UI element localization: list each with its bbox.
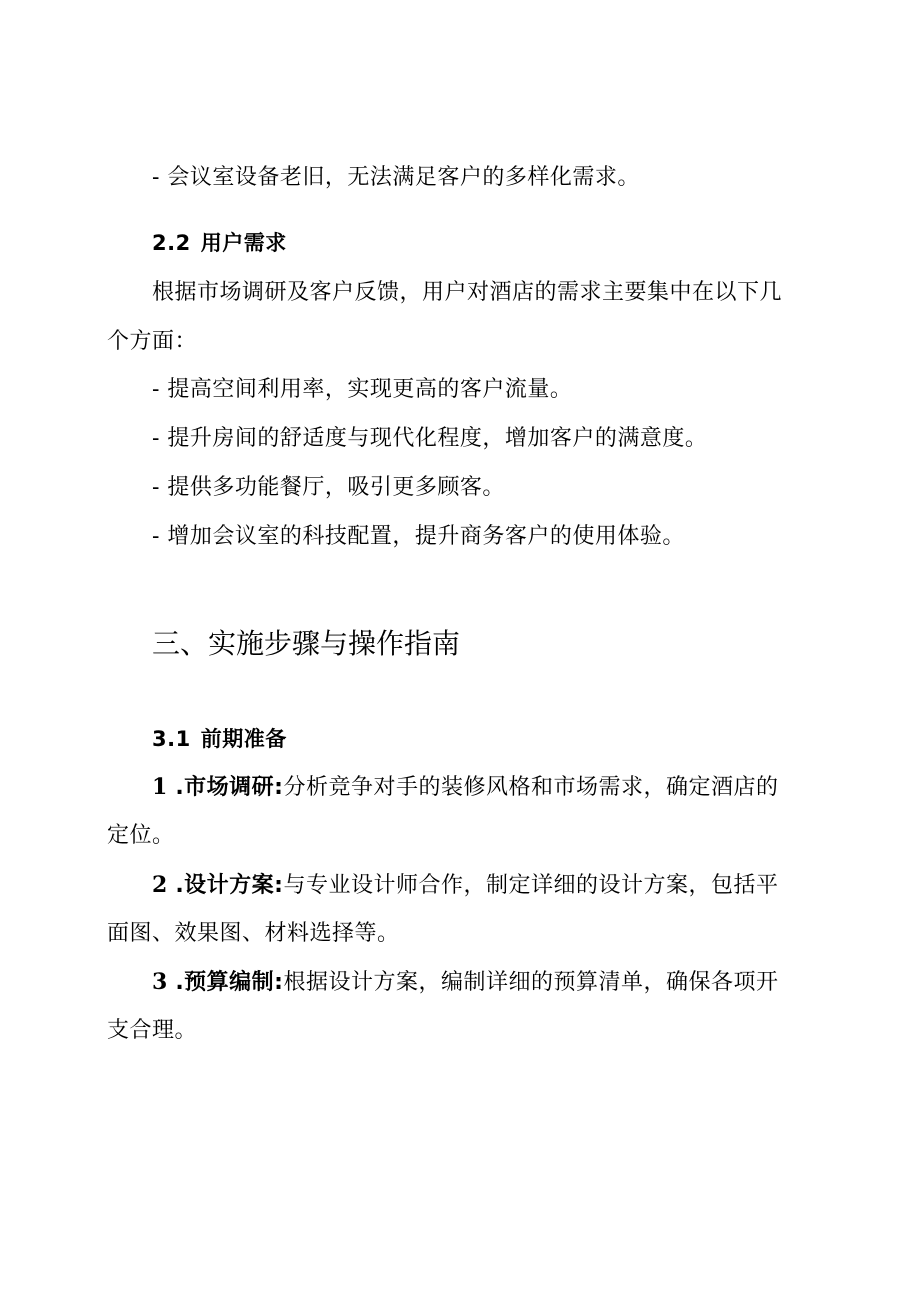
section-3-1-heading (152, 724, 287, 754)
bullet-item: - 增加会议室的科技配置，提升商务客户的使用体验。 (152, 524, 685, 549)
step-2-line-2: 面图、效果图、材料选择等。 (107, 921, 400, 946)
step-label: .市场调研: (175, 775, 284, 800)
step-text: 根据设计方案，编制详细的预算清单，确保各项开 (283, 970, 779, 995)
step-number: 3 (152, 969, 168, 995)
section-2-2-heading (152, 228, 287, 258)
step-number: 2 (152, 872, 168, 898)
step-3-line-1 (152, 967, 778, 998)
step-2-line-1 (152, 870, 778, 901)
step-number: 1 (152, 774, 168, 800)
step-3-line-2: 支合理。 (107, 1018, 198, 1043)
section-number: 3.1 (152, 727, 191, 751)
step-label: .设计方案: (175, 873, 284, 898)
step-1-line-2: 定位。 (107, 823, 175, 848)
section-title: 前期准备 (200, 727, 287, 751)
section-title: 用户需求 (200, 231, 287, 255)
step-label: .预算编制: (175, 970, 284, 995)
step-text: 分析竞争对手的装修风格和市场需求，确定酒店的 (283, 775, 779, 800)
paragraph-user-needs-line-1: 根据市场调研及客户反馈，用户对酒店的需求主要集中在以下几 (152, 280, 783, 305)
bullet-item: - 提供多功能餐厅，吸引更多顾客。 (152, 475, 505, 500)
section-number: 2.2 (152, 231, 191, 255)
chapter-3-heading: 三、实施步骤与操作指南 (152, 627, 461, 660)
bullet-item: - 提高空间利用率，实现更高的客户流量。 (152, 377, 573, 402)
step-text: 与专业设计师合作，制定详细的设计方案，包括平 (283, 873, 779, 898)
paragraph-user-needs-line-2: 个方面： (107, 329, 198, 354)
bullet-equipment-old: - 会议室设备老旧，无法满足客户的多样化需求。 (152, 165, 640, 190)
step-1-line-1 (152, 772, 778, 803)
bullet-item: - 提升房间的舒适度与现代化程度，增加客户的满意度。 (152, 426, 708, 451)
